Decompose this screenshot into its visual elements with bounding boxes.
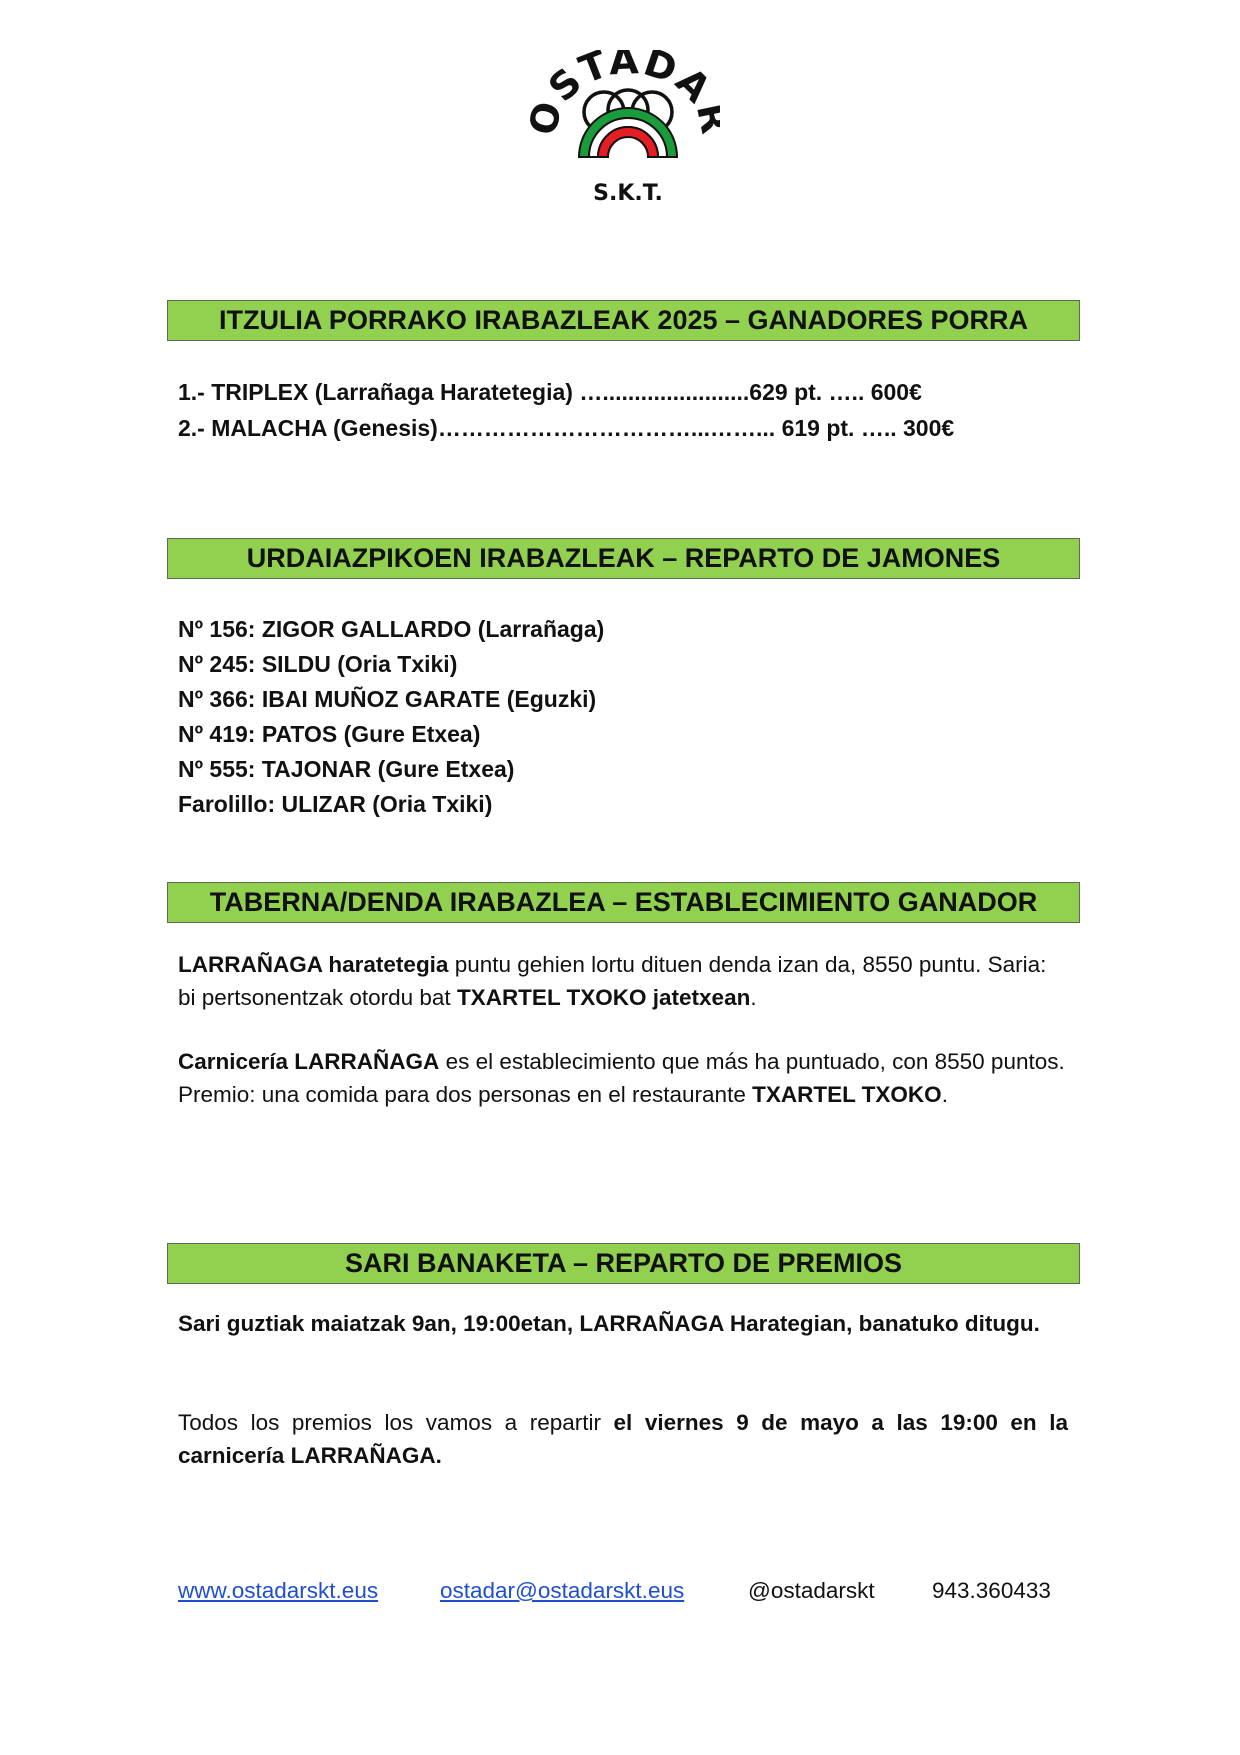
- jamon-row-1: Nº 156: ZIGOR GALLARDO (Larrañaga): [178, 616, 605, 642]
- jamon-row-5: Nº 555: TAJONAR (Gure Etxea): [178, 756, 515, 782]
- jamon-row-3: Nº 366: IBAI MUÑOZ GARATE (Eguzki): [178, 686, 597, 712]
- logo-wordmark: STADA: [540, 50, 720, 113]
- porra-row-1: 1.- TRIPLEX (Larrañaga Haratetegia) ….......................629 pt. ….. 600€: [178, 379, 922, 405]
- establecimiento-section-title: TABERNA/DENDA IRABAZLEA – ESTABLECIMIENTO GANADOR: [167, 882, 1080, 923]
- social-handle: @ostadarskt: [748, 1578, 875, 1603]
- ostadar-logo: [530, 50, 720, 215]
- logo-subtitle: S.K.T.: [593, 181, 663, 206]
- jamon-row-4: Nº 419: PATOS (Gure Etxea): [178, 721, 481, 747]
- es-bold-restaurant: TXARTEL TXOKO: [752, 1082, 942, 1107]
- jamon-row-farolillo: Farolillo: ULIZAR (Oria Txiki): [178, 791, 493, 817]
- jamones-section-title: URDAIAZPIKOEN IRABAZLEAK – REPARTO DE JAMONES: [167, 538, 1080, 579]
- eu-bold-restaurant: TXARTEL TXOKO jatetxean: [456, 985, 751, 1010]
- jamon-row-2: Nº 245: SILDU (Oria Txiki): [178, 651, 458, 677]
- establecimiento-paragraph-eu: LARRAÑAGA haratetegia puntu gehien lortu dituen denda izan da, 8550 puntu. Saria: bi pertsonentzak otordu bat TXARTEL TXOKO jatetxean.: [178, 952, 1047, 1010]
- eu-bold-shop: LARRAÑAGA haratetegia: [178, 952, 449, 977]
- phone-number: 943.360433: [932, 1578, 1051, 1603]
- email-link[interactable]: ostadar@ostadarskt.eus: [440, 1578, 685, 1603]
- porra-row-2: 2.- MALACHA (Genesis)……………………………...……... 619 pt. ….. 300€: [178, 415, 955, 441]
- porra-section-title: ITZULIA PORRAKO IRABAZLEAK 2025 – GANADORES PORRA: [167, 300, 1080, 341]
- premios-es-bold: el viernes 9 de mayo a las 19:00 en la carnicería LARRAÑAGA.: [178, 1410, 1068, 1468]
- es-bold-shop: Carnicería LARRAÑAGA: [178, 1049, 440, 1074]
- premios-paragraph-eu: Sari guztiak maiatzak 9an, 19:00etan, LARRAÑAGA Harategian, banatuko ditugu.: [178, 1311, 1040, 1336]
- premios-paragraph-es: Todos los premios los vamos a repartir el viernes 9 de mayo a las 19:00 en la carnicería LARRAÑAGA.: [178, 1410, 1068, 1468]
- premios-section-title: SARI BANAKETA – REPARTO DE PREMIOS: [167, 1243, 1080, 1284]
- establecimiento-paragraph-es: Carnicería LARRAÑAGA es el establecimiento que más ha puntuado, con 8550 puntos. Premio: una comida para dos personas en el restaurante TXARTEL TXOKO.: [178, 1049, 1065, 1107]
- website-link[interactable]: www.ostadarskt.eus: [178, 1578, 379, 1603]
